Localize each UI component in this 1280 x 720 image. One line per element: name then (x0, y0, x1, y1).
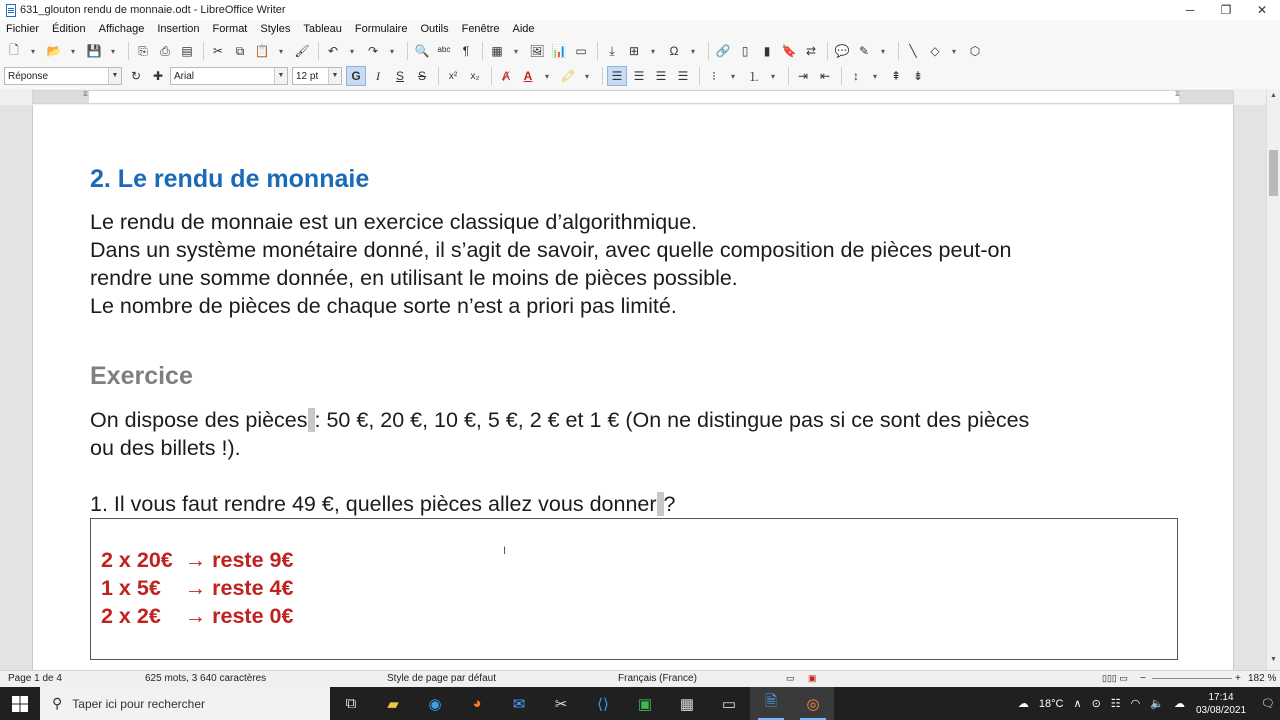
intro-line-1: Le rendu de monnaie est un exercice classique d’algorithmique. (90, 210, 698, 234)
menu-formulaire[interactable]: Formulaire (354, 23, 408, 35)
line-spacing-dropdown-icon[interactable]: ▾ (872, 71, 877, 81)
decrease-indent-icon[interactable]: ⇤ (819, 69, 831, 83)
zoom-slider[interactable] (1152, 678, 1232, 679)
search-icon: ⚲ (52, 695, 63, 711)
strikethrough-button[interactable]: S (417, 69, 426, 83)
clock[interactable] (1196, 691, 1246, 717)
zoom-out-icon[interactable]: − (1140, 673, 1146, 684)
new-style-icon[interactable]: ✚ (152, 69, 164, 83)
highlight-color-icon[interactable]: 🖍 (560, 69, 576, 83)
insert-chart-icon[interactable]: 📊 (551, 44, 567, 58)
separator (318, 42, 319, 60)
ruler-left-margin (33, 91, 89, 103)
notifications-icon[interactable]: 🗨 (1261, 698, 1275, 710)
spelling-icon[interactable]: ᵃᵇᶜ (437, 44, 451, 58)
separator (491, 67, 492, 85)
menu-styles[interactable]: Styles (260, 23, 291, 35)
menu-affichage[interactable]: Affichage (98, 23, 145, 35)
horizontal-ruler[interactable] (32, 90, 1234, 104)
answer-line-2: 1 x 5€ → reste 4€ (101, 576, 294, 600)
start-button[interactable] (0, 687, 40, 720)
windows-taskbar (0, 687, 1280, 720)
footnote-icon[interactable]: ▯ (741, 44, 749, 58)
weather-icon[interactable]: ☁ (1017, 698, 1029, 710)
font-name-select[interactable] (170, 67, 288, 85)
status-bar (0, 670, 1280, 687)
paragraph-style-value: Réponse (8, 70, 49, 82)
bold-button[interactable]: G (346, 66, 366, 86)
weather-temperature[interactable]: 18°C (1038, 697, 1064, 710)
separator (602, 67, 603, 85)
special-char-dropdown-icon[interactable]: ▾ (690, 46, 695, 56)
document-workspace (0, 105, 1266, 670)
new-document-icon[interactable]: 🗋 (9, 42, 19, 57)
hyperlink-icon[interactable]: 🔗 (715, 44, 731, 58)
separator (128, 42, 129, 60)
scroll-down-icon[interactable]: ▼ (1270, 656, 1277, 663)
snipping-tool-icon[interactable]: ✂ (554, 695, 568, 713)
taskbar-search[interactable] (40, 687, 330, 720)
standard-toolbar (0, 38, 1280, 64)
volume-icon[interactable]: 🔈 (1150, 698, 1164, 710)
intro-line-4: Le nombre de pièces de chaque sorte n’est a priori pas limité. (90, 294, 677, 318)
separator (482, 42, 483, 60)
page-break-icon[interactable]: ⤓ (609, 43, 615, 58)
chevron-down-icon: ▼ (274, 68, 287, 84)
clear-formatting-icon[interactable]: Ⱥ (501, 69, 510, 83)
cross-reference-icon[interactable]: ⇄ (805, 44, 817, 58)
question-1 (90, 490, 676, 518)
menu-insertion[interactable]: Insertion (157, 23, 200, 35)
separator (597, 42, 598, 60)
page-style[interactable]: Style de page par défaut (387, 673, 496, 684)
maximize-button[interactable]: ❐ (1220, 3, 1232, 17)
bullets-dropdown-icon[interactable]: ▾ (730, 71, 735, 81)
export-pdf-icon[interactable]: ⎘ (138, 43, 148, 58)
line-icon[interactable]: ╲ (909, 44, 917, 58)
comment-icon[interactable]: 💬 (834, 44, 850, 58)
clock-date: 03/08/2021 (1195, 704, 1247, 716)
answer-line-3: 2 x 2€ → reste 0€ (101, 604, 294, 628)
menu-bar (0, 20, 1280, 38)
track-changes-dropdown-icon[interactable]: ▾ (880, 46, 885, 56)
selection-mode-icon[interactable]: ▭ (786, 673, 795, 683)
page-indicator[interactable]: Page 1 de 4 (8, 673, 62, 684)
zoom-in-icon[interactable]: + (1235, 673, 1241, 684)
word-count[interactable]: 625 mots, 3 640 caractères (145, 673, 267, 684)
menu-fichier[interactable]: Fichier (6, 23, 40, 35)
font-size-value: 12 pt (296, 70, 319, 82)
view-layout-icons[interactable]: ▯▯▯ ▭ (1102, 673, 1128, 683)
file-explorer-icon[interactable]: ▰ (387, 695, 399, 713)
windows-logo-icon (12, 696, 28, 712)
language-status[interactable]: Français (France) (618, 673, 697, 684)
increase-paragraph-spacing-icon[interactable]: ⇞ (890, 69, 902, 83)
shapes-dropdown-icon[interactable]: ▾ (951, 46, 956, 56)
separator (841, 67, 842, 85)
intro-line-2: Dans un système monétaire donné, il s’agit de savoir, avec quelle composition de pièces peut-on (90, 238, 1012, 262)
zoom-level[interactable]: 182 % (1248, 673, 1277, 684)
open-folder-icon[interactable]: 📂 (46, 44, 62, 58)
window-controls (1172, 0, 1280, 20)
ruler-right-margin (1179, 91, 1233, 103)
find-replace-icon[interactable]: 🔍 (414, 44, 430, 58)
vertical-scrollbar[interactable] (1266, 90, 1280, 670)
paste-dropdown-icon[interactable]: ▾ (278, 46, 283, 56)
network-icon[interactable]: ☷ (1110, 698, 1121, 710)
highlight-dropdown-icon[interactable]: ▾ (584, 71, 589, 81)
update-style-icon[interactable]: ↻ (130, 69, 142, 83)
mail-app-icon[interactable]: ✉ (512, 695, 526, 713)
separator (788, 67, 789, 85)
libreoffice-writer-icon[interactable]: 🗎 (750, 687, 792, 720)
firefox-icon[interactable]: ◕ (472, 695, 482, 712)
writer-doc-icon (6, 4, 16, 17)
obs-recorder-icon[interactable]: ◎ (792, 687, 834, 720)
basic-shapes-icon[interactable]: ◇ (930, 44, 940, 58)
align-right-icon[interactable]: ☰ (655, 69, 667, 83)
wifi-icon[interactable]: ◠ (1130, 698, 1141, 710)
menu-outils[interactable]: Outils (420, 23, 449, 35)
exercise-line-2: ou des billets !). (90, 436, 241, 460)
italic-button[interactable]: I (376, 68, 380, 83)
menu-fenetre[interactable]: Fenêtre (461, 23, 500, 35)
decrease-paragraph-spacing-icon[interactable]: ⇟ (912, 69, 924, 83)
underline-button[interactable]: S (395, 69, 404, 83)
python-ide-icon[interactable]: ▣ (637, 695, 653, 713)
separator (708, 42, 709, 60)
unordered-list-icon[interactable]: ⁝ (712, 69, 716, 83)
undo-dropdown-icon[interactable]: ▾ (349, 46, 354, 56)
endnote-icon[interactable]: ▮ (763, 44, 771, 58)
draw-functions-icon[interactable]: ⬡ (969, 44, 981, 58)
insert-textbox-icon[interactable]: ▭ (575, 44, 587, 58)
formatting-toolbar (0, 63, 1280, 89)
chevron-down-icon: ▼ (108, 68, 121, 84)
separator (898, 42, 899, 60)
terminal-icon[interactable]: ▭ (721, 695, 737, 713)
separator (827, 42, 828, 60)
answer-line-1: 2 x 20€ → reste 9€ (101, 548, 294, 572)
menu-edition[interactable]: Édition (52, 23, 86, 35)
answer-frame[interactable] (90, 518, 1178, 660)
font-color-dropdown-icon[interactable]: ▾ (544, 71, 549, 81)
line-spacing-icon[interactable]: ↕ (853, 69, 859, 83)
paragraph-style-select[interactable] (4, 67, 122, 85)
calculator-icon[interactable]: ▦ (679, 695, 695, 713)
font-name-value: Arial (174, 70, 195, 82)
ordered-list-icon[interactable]: ⒈ (747, 69, 760, 84)
print-preview-icon[interactable]: ▤ (181, 44, 193, 58)
save-icon[interactable]: 💾 (86, 44, 102, 58)
intro-line-3: rendre une somme donnée, en utilisant le moins de pièces possible. (90, 266, 738, 290)
paste-icon[interactable]: 📋 (254, 44, 270, 58)
new-dropdown-icon[interactable]: ▾ (30, 46, 35, 56)
cut-icon[interactable]: ✂ (212, 44, 224, 58)
redo-icon[interactable]: ↷ (367, 44, 379, 58)
text-cursor-icon: I (503, 545, 507, 557)
field-shading (308, 408, 315, 432)
indent-marker-icon[interactable]: ⧖ (83, 91, 88, 98)
separator (407, 42, 408, 60)
separator (438, 67, 439, 85)
insert-table-icon[interactable]: ▦ (491, 44, 503, 58)
system-tray (1013, 687, 1280, 720)
separator (203, 42, 204, 60)
menu-aide[interactable]: Aide (512, 23, 535, 35)
window-titlebar (0, 0, 1280, 20)
exercise-text-start: On dispose des pièces (90, 408, 308, 432)
font-size-select[interactable] (292, 67, 342, 85)
menu-format[interactable]: Format (212, 23, 248, 35)
increase-indent-icon[interactable]: ⇥ (797, 69, 809, 83)
field-dropdown-icon[interactable]: ▾ (650, 46, 655, 56)
minimize-button[interactable]: ─ (1185, 3, 1195, 17)
question-mark: ? (663, 492, 676, 516)
insert-image-icon[interactable]: 🖼 (529, 44, 545, 58)
formatting-marks-icon[interactable]: ¶ (462, 44, 470, 58)
save-dropdown-icon[interactable]: ▾ (110, 46, 115, 56)
bookmark-icon[interactable]: 🔖 (781, 44, 797, 58)
subscript-button[interactable]: x₂ (470, 70, 480, 82)
document-modified-icon[interactable]: ▣ (808, 673, 817, 683)
field-shading (657, 492, 664, 516)
open-dropdown-icon[interactable]: ▾ (70, 46, 75, 56)
document-page[interactable] (32, 105, 1234, 670)
table-dropdown-icon[interactable]: ▾ (513, 46, 518, 56)
align-center-icon[interactable]: ☰ (633, 69, 645, 83)
numbering-dropdown-icon[interactable]: ▾ (770, 71, 775, 81)
chevron-down-icon: ▼ (328, 68, 341, 84)
align-left-icon[interactable]: ☰ (607, 66, 627, 86)
clone-formatting-icon[interactable]: 🖌 (294, 44, 310, 58)
separator (699, 67, 700, 85)
exercise-heading: Exercice (90, 362, 193, 390)
special-character-icon[interactable]: Ω (669, 44, 679, 58)
show-hidden-icons-icon[interactable]: ∧ (1073, 698, 1082, 710)
meet-now-icon[interactable]: ⊙ (1091, 698, 1101, 710)
print-icon[interactable]: ⎙ (160, 43, 170, 58)
task-view-icon[interactable]: ⧉ (345, 695, 357, 712)
window-title: 631_glouton rendu de monnaie.odt - LibreOffice Writer (20, 4, 286, 16)
superscript-button[interactable]: x² (448, 70, 458, 82)
search-placeholder: Taper ici pour rechercher (72, 696, 205, 711)
copy-icon[interactable]: ⧉ (235, 43, 245, 58)
font-color-icon[interactable]: A (523, 69, 533, 83)
vscode-icon[interactable]: ⟨⟩ (597, 695, 609, 713)
justify-icon[interactable]: ☰ (677, 69, 689, 83)
close-button[interactable]: ✕ (1256, 3, 1268, 17)
section-heading: 2. Le rendu de monnaie (90, 165, 370, 193)
redo-dropdown-icon[interactable]: ▾ (389, 46, 394, 56)
right-indent-marker-icon[interactable]: ⧖ (1175, 91, 1180, 98)
exercise-line-1 (90, 406, 1029, 434)
edge-browser-icon[interactable]: ◉ (428, 695, 442, 713)
scroll-up-icon[interactable]: ▲ (1270, 92, 1277, 99)
question-text: 1. Il vous faut rendre 49 €, quelles pièces allez vous donner (90, 492, 657, 516)
exercise-text-end: : 50 €, 20 €, 10 €, 5 €, 2 € et 1 € (On ne distingue pas si ce sont des pièces (314, 408, 1030, 432)
menu-tableau[interactable]: Tableau (303, 23, 342, 35)
onedrive-icon[interactable]: ☁ (1173, 698, 1185, 710)
track-changes-icon[interactable]: ✎ (858, 44, 870, 58)
clock-time: 17:14 (1208, 691, 1234, 703)
scrollbar-thumb[interactable] (1269, 150, 1278, 196)
insert-field-icon[interactable]: ⊞ (628, 44, 640, 58)
undo-icon[interactable]: ↶ (327, 44, 339, 58)
